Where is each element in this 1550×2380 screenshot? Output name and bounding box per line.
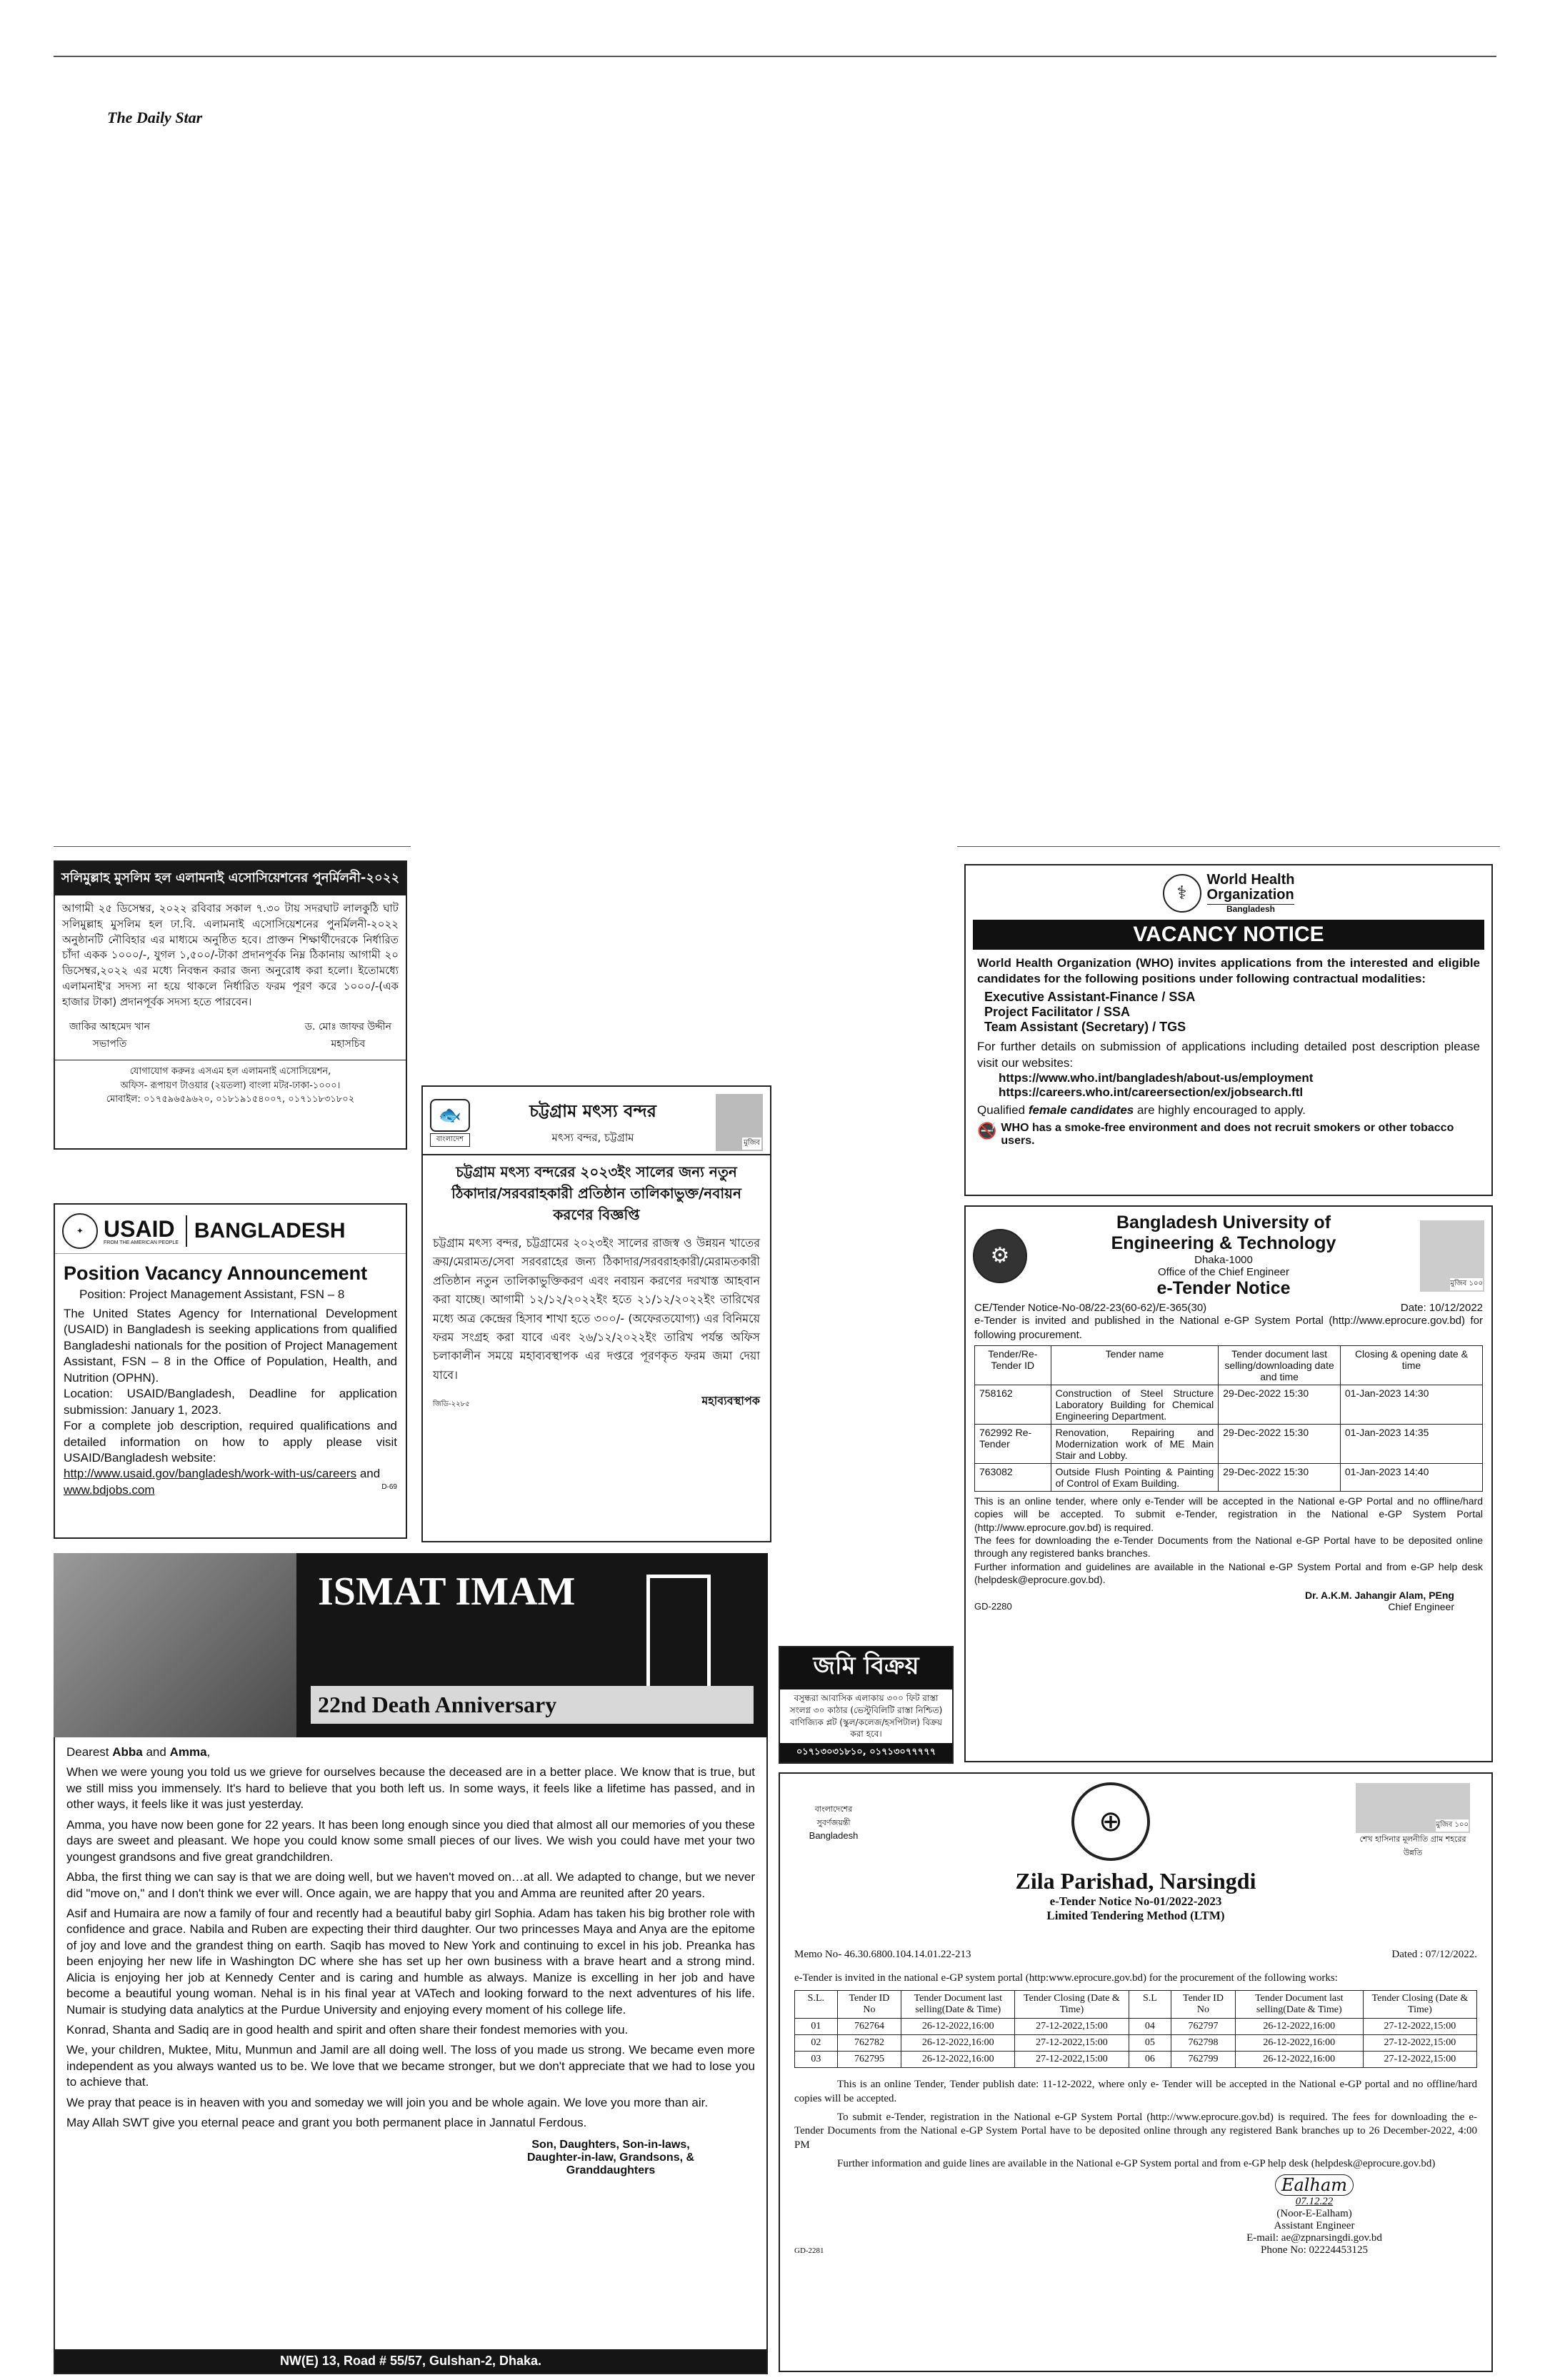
usaid-header — [55, 1205, 406, 1254]
who-country: Bangladesh — [1207, 904, 1295, 914]
left-bottom-rule — [54, 846, 411, 847]
table-cell: 03 — [795, 2052, 838, 2068]
memorial-name: ISMAT IMAM — [318, 1570, 576, 1614]
buet-ad — [964, 1205, 1493, 1762]
usaid-and: and — [359, 1467, 381, 1481]
zila-title: Zila Parishad, Narsingdi — [1015, 1868, 1256, 1894]
buet-note-3: Further information and guidelines are available in the National e-GP System Portal and from e-GP help desk (helpdesk@eprocure.gov.bd). — [974, 1560, 1483, 1586]
zila-portrait: মুজিব ১০০ — [1356, 1783, 1470, 1833]
right-bottom-rule — [957, 846, 1500, 847]
usaid-country: BANGLADESH — [194, 1219, 346, 1242]
table-cell: 762992 Re-Tender — [975, 1424, 1051, 1463]
table-cell: 27-12-2022,15:00 — [1363, 2035, 1476, 2052]
table-cell: 762799 — [1171, 2052, 1236, 2068]
zila-dated: Dated : 07/12/2022. — [1391, 1949, 1477, 1960]
memorial-para: Asif and Humaira are now a family of four and recently had a beautiful baby girl Sophia. Adam has taken his big brother role with confidence and grace. Nabila and Ruben are expecting their third daughter. Our two princesses Maya and Anya are the epitome of joy and love and the grandest thing on earth. Saqib has moved to New York and continuing to excel in his job. Preanka has been enjoying her new life in Washington DC where she has set up her own business with a brave heart and a strong mind. Alicia is enjoying her job at Kennedy Center and is caring and humble as always. Manize is excelling in her job and have become a beautiful young woman. Nehal is in his final year at VATech and looking forward to the next adventures of his life. Numair is studying data analytics at the Purdue University and enjoying every moment of his college life. — [66, 1906, 755, 2017]
port-code: জিডি-২২৮৫ — [433, 1400, 470, 1409]
land-sale-ad — [779, 1646, 954, 1764]
fish-logo-icon: 🐟 — [430, 1099, 470, 1132]
table-header: Tender name — [1051, 1345, 1219, 1385]
usaid-seal-icon: ✦ — [62, 1213, 98, 1249]
table-cell: 763082 — [975, 1463, 1051, 1491]
alumni-contact-2: অফিস- রূপায়ণ টাওয়ার (২য়তলা) বাংলা মটর-ঢাকা-১০০০। — [120, 1080, 341, 1091]
buet-photo-caption: মুজিব ১০০ — [1450, 1278, 1483, 1290]
memorial-para: We pray that peace is in heaven with you and someday we will join you and be whole again. We love you more than air. — [66, 2095, 709, 2109]
zila-sign-name: (Noor-E-Ealham) — [1276, 2207, 1352, 2219]
table-header: S.L. — [795, 1991, 838, 2019]
buet-note-2: The fees for downloading the e-Tender Documents from the National e-GP Portal have to be deposited online through any registered banks branches. — [974, 1535, 1483, 1560]
who-details: For further details on submission of applications including detailed post description please visit our websites: — [977, 1040, 1480, 1070]
port-title: চট্টগ্রাম মৎস্য বন্দর — [529, 1100, 656, 1121]
zila-sig-date: 07.12.22 — [1295, 2195, 1334, 2207]
port-subtitle: মৎস্য বন্দর, চট্টগ্রাম — [551, 1130, 634, 1144]
buet-office: Office of the Chief Engineer — [1158, 1266, 1289, 1278]
memorial-photo — [54, 1553, 296, 1737]
zila-signature-block — [1151, 2174, 1477, 2256]
table-cell: 29-Dec-2022 15:30 — [1219, 1385, 1341, 1424]
who-org-line2: Organization — [1206, 887, 1294, 903]
table-row — [975, 1463, 1483, 1491]
who-positions — [984, 990, 1480, 1035]
who-url-1[interactable]: https://www.who.int/bangladesh/about-us/employment — [999, 1071, 1314, 1085]
memorial-sign: Son, Daughters, Son-in-laws, Daughter-in-law, Grandsons, & Granddaughters — [526, 2138, 695, 2176]
who-logo — [966, 865, 1491, 917]
usaid-ad — [54, 1203, 407, 1539]
memorial-para: Amma, you have now been gone for 22 years. It has been long enough since you died that almost all our memories of you these days are sweet and pleasant. We hope you could know some small pieces of our lives. We wish you could have met your two youngest grandsons and five great grandchildren. — [66, 1817, 755, 1864]
table-cell: Construction of Steel Structure Laboratory Building for Chemical Engineering Department. — [1051, 1385, 1219, 1424]
table-cell: 01-Jan-2023 14:30 — [1340, 1385, 1482, 1424]
who-emblem-icon: ⚕ — [1163, 874, 1201, 913]
table-cell: 01-Jan-2023 14:35 — [1340, 1424, 1482, 1463]
memorial-para: Konrad, Shanta and Sadiq are in good health and spirit and often share their fondest memories with you. — [66, 2023, 629, 2037]
table-cell: 02 — [795, 2035, 838, 2052]
buet-intro: e-Tender is invited and published in the National e-GP System Portal (http://www.eprocure.gov.bd) for following procurement. — [974, 1315, 1483, 1341]
usaid-bdjobs-link[interactable]: www.bdjobs.com — [64, 1482, 155, 1497]
zila-ad — [779, 1772, 1493, 2372]
abba: Abba — [112, 1745, 143, 1759]
memorial-greeting: Dearest Abba and Amma, — [66, 1745, 211, 1759]
alumni-body: আগামী ২৫ ডিসেম্বর, ২০২২ রবিবার সকাল ৭.৩০ টায় সদরঘাট লালকুঠি ঘাট সলিমুল্লাহ মুসলিম হল ঢা.বি. এলামনাই এসোসিয়েশনের পুনর্মিলনী-২০২২ অনুষ্ঠানটি নৌবিহার এর মাধ্যমে অনুষ্ঠিত হবে। প্রাক্তন শিক্ষার্থীদেরকে নির্ধারিত চাঁদা একক ১০০০/-, যুগল ১,৫০০/-টাকা প্রদানপূর্বক নিম্ন ঠিকানায় আগামী ২০ ডিসেম্বর,২০২২ এর মধ্যে নিবন্ধন করার জন্য অনুরোধ করা হলো। ইতোমধ্যে এলামনাই'র সদস্য না হয়ে থাকলে নির্ধারিত ফরম পূরণ করে ১০০০/-(এক হাজার টাকা) প্রদানপূর্বক সদস্য হতে পারবেন। — [62, 902, 399, 1008]
table-cell: Outside Flush Pointing & Painting of Control of Exam Building. — [1051, 1463, 1219, 1491]
table-cell: 27-12-2022,15:00 — [1015, 2035, 1129, 2052]
table-header-row — [795, 1991, 1477, 2019]
who-position-2: Project Facilitator / SSA — [984, 1005, 1131, 1020]
table-header: Tender document last selling/downloading date and time — [1219, 1345, 1341, 1385]
table-cell: 04 — [1129, 2019, 1171, 2035]
who-female: Qualified female candidates are highly encouraged to apply. — [977, 1103, 1306, 1118]
table-cell: 27-12-2022,15:00 — [1015, 2019, 1129, 2035]
port-header — [423, 1087, 770, 1154]
table-header: Tender Document last selling(Date & Time) — [1235, 1991, 1363, 2019]
table-cell: 27-12-2022,15:00 — [1015, 2052, 1129, 2068]
usaid-position: Position: Project Management Assistant, FSN – 8 — [79, 1287, 345, 1301]
masthead: The Daily Star — [107, 109, 203, 126]
alumni-ad — [54, 860, 407, 1150]
usaid-title: Position Vacancy Announcement — [64, 1262, 368, 1284]
alumni-sign2-role: মহাসচিব — [331, 1038, 366, 1050]
zila-sub1: e-Tender Notice No-01/2022-2023 — [1049, 1894, 1222, 1908]
memorial-header — [54, 1553, 768, 1737]
who-url-2[interactable]: https://careers.who.int/careersection/ex/jobsearch.ftl — [999, 1085, 1304, 1100]
table-cell: 762795 — [837, 2052, 901, 2068]
memorial-address: NW(E) 13, Road # 55/57, Gulshan-2, Dhaka. — [55, 2349, 766, 2373]
table-cell: 762782 — [837, 2035, 901, 2052]
buet-ref: CE/Tender Notice-No-08/22-23(60-62)/E-365(30) — [974, 1302, 1207, 1314]
table-header: Closing & opening date & time — [1340, 1345, 1482, 1385]
table-cell: 26-12-2022,16:00 — [1235, 2035, 1363, 2052]
table-cell: 01-Jan-2023 14:40 — [1340, 1463, 1482, 1491]
top-rule — [54, 56, 1496, 57]
zila-memo: Memo No- 46.30.6800.104.14.01.22-213 — [794, 1949, 971, 1960]
table-cell: Renovation, Repairing and Modernization work of ME Main Stair and Lobby. — [1051, 1424, 1219, 1463]
buet-logo-icon: ⚙ — [973, 1229, 1027, 1283]
usaid-careers-link[interactable]: http://www.usaid.gov/bangladesh/work-with-us/careers — [64, 1467, 357, 1481]
land-body: বসুন্ধরা আবাসিক এলাকায় ৩০০ ফিট রাস্তা সংলগ্ন ৩০ কাঠার (ভেস্টুবিলিটি রাস্তা নিশ্চিত) বাণিজ্যিক প্লট (স্কুল/কলেজ/হসপিটাল) বিক্রয় করা হবে। — [789, 1693, 943, 1739]
zila-code: GD-2281 — [794, 2246, 824, 2255]
buet-code: GD-2280 — [974, 1600, 1012, 1612]
table-header: Tender Document last selling(Date & Time) — [901, 1991, 1015, 2019]
alumni-contact-1: যোগাযোগ করুনঃ এসএম হল এলামনাই এসোসিয়েশন, — [129, 1066, 331, 1078]
buet-city: Dhaka-1000 — [1194, 1254, 1253, 1266]
memorial-para: Abba, the first thing we can say is that we are doing well, but we haven't moved on…at all. We adapted to change, but we never did "move on," and I don't think we ever will. Once again, we are happy that you and Amma are reunited after 20 years. — [66, 1870, 755, 1900]
zila-note-1: This is an online Tender, Tender publish date: 11-12-2022, where only e- Tender will be accepted in the National e-GP portal and no offline/hard copies will be accepted. — [794, 2079, 1477, 2104]
usaid-body-2: Location: USAID/Bangladesh, Deadline for application submission: January 1, 2023. — [64, 1387, 397, 1417]
buet-sign-role: Chief Engineer — [1388, 1600, 1454, 1612]
table-row — [975, 1424, 1483, 1463]
usaid-tagline: FROM THE AMERICAN PEOPLE — [104, 1240, 179, 1245]
usaid-body-1: The United States Agency for International Development (USAID) in Bangladesh is seeking applications from qualified Bangladeshi nationals for the position of Project Management Assistant, FSN – 8 in the Office of Population, Health, and Nutrition (OPHN). — [64, 1307, 397, 1385]
zila-phone: Phone No: 02224453125 — [1261, 2244, 1368, 2256]
zila-sub2: Limited Tendering Method (LTM) — [1046, 1909, 1225, 1922]
table-header-row — [975, 1345, 1483, 1385]
zila-note-2: To submit e-Tender, registration in the National e-GP System Portal (http://www.eprocure.gov.bd) is required. The fees for downloading the e-Tender Documents from the National e-GP System Portal have to be deposited online through any registered Bank branches up to 26 December-2022, 4:00 PM — [794, 2111, 1477, 2151]
no-smoking-icon: 🚭 — [977, 1121, 997, 1140]
table-cell: 762764 — [837, 2019, 901, 2035]
usaid-code: D-69 — [381, 1482, 397, 1491]
usaid-body-3: For a complete job description, required qualifications and detailed information on how to apply please visit USAID/Bangladesh website: — [64, 1419, 397, 1465]
port-body: চট্টগ্রাম মৎস্য বন্দর, চট্টগ্রামের ২০২৩ইং সালের রাজস্ব ও উন্নয়ন খাতের ক্রয়/মেরামত/সেবা সরবরাহের জন্য ঠিকাদার/সরবরাহকারী/মেরামতকারী প্রতিষ্ঠান নতুন তালিকাভুক্তিকরণ এবং নবায়ন করণের দরখাস্ত আহবান করা যাচ্ছে। আগামী ১২/১২/২০২২ইং হতে ২১/১২/২০২২ইং তারিখের মধ্যে অত্র কেন্দ্রের হিসাব শাখা হতে ৩০০/- (অফেরতযোগ্য) এর বিনিময়ে ফরম সংগ্রহ করা যাবে এবং ২৬/১২/২০২২ইং তারিখ পর্যন্ত অফিস চলাকালীন সময়ে মহাব্যবস্থাপক এর দপ্তরে পূরণকৃত ফরম জমা দেয়া যাবে। — [433, 1236, 760, 1382]
alumni-sign2-name: ড. মোঃ জাফর উদ্দীন — [304, 1021, 391, 1033]
zila-sign-role: Assistant Engineer — [1274, 2219, 1355, 2231]
zila-tender-table — [794, 1990, 1477, 2068]
port-portrait — [716, 1094, 763, 1151]
memorial-para: We, your children, Muktee, Mitu, Munmun and Jamil are all doing well. The loss of you made us strong. We became even more independent as you always wanted us to be. We love that we became stronger, but we don't appreciate that we had to lose you to achieve that. — [66, 2043, 755, 2089]
table-header: Tender Closing (Date & Time) — [1015, 1991, 1129, 2019]
port-sign: মহাব্যবস্থাপক — [701, 1394, 760, 1408]
zila-photo-caption: শেখ হাসিনার মূলনীতি গ্রাম শহরের উন্নতি — [1359, 1834, 1466, 1857]
table-cell: 29-Dec-2022 15:30 — [1219, 1463, 1341, 1491]
alumni-sign1-name: জাকির আহমেদ খান — [69, 1021, 151, 1033]
memorial-anniversary: 22nd Death Anniversary — [311, 1686, 754, 1724]
table-row — [795, 2019, 1477, 2035]
buet-name-line1: Bangladesh University of — [1116, 1212, 1331, 1232]
table-row — [795, 2035, 1477, 2052]
port-logo-caption: বাংলাদেশ — [430, 1133, 470, 1147]
buet-name-line2: Engineering & Technology — [1111, 1233, 1336, 1253]
zila-logos — [780, 1774, 1491, 1861]
who-title: VACANCY NOTICE — [973, 920, 1484, 950]
table-cell: 26-12-2022,16:00 — [1235, 2019, 1363, 2035]
table-cell: 27-12-2022,15:00 — [1363, 2019, 1476, 2035]
memorial-para: When we were young you told us we grieve for ourselves because the deceased are in a better place. We know that is true, but we still miss you immensely. It's hard to believe that you both left us. In some ways, it feels like a lifetime has passed, and in other ways, it feels like it was just yesterday. — [66, 1765, 755, 1812]
buet-header — [966, 1207, 1491, 1300]
table-cell: 26-12-2022,16:00 — [901, 2035, 1015, 2052]
who-position-1: Executive Assistant-Finance / SSA — [984, 990, 1196, 1005]
table-row — [975, 1385, 1483, 1424]
table-header: Tender Closing (Date & Time) — [1363, 1991, 1476, 2019]
table-cell: 762797 — [1171, 2019, 1236, 2035]
buet-portrait — [1420, 1220, 1484, 1292]
land-phone: ০১৭১৩০৩১৮১০, ০১৭১৩০৭৭৭৭৭ — [780, 1743, 952, 1762]
who-intro: World Health Organization (WHO) invites applications from the interested and eligible candidates for the following positions under following contractual modalities: — [977, 955, 1480, 986]
land-title: জমি বিক্রয় — [780, 1647, 952, 1689]
alumni-signatures — [55, 1015, 406, 1053]
alumni-contact-3: মোবাইল: ০১৭৫৯৬৫৯৬২০, ০১৮১৯১৫৪০০৭, ০১৭১১৮৩১৮০২ — [106, 1094, 355, 1105]
alumni-title: সলিমুল্লাহ মুসলিম হল এলামনাই এসোসিয়েশনের পুনর্মিলনী-২০২২ — [55, 862, 406, 895]
port-heading: চট্টগ্রাম মৎস্য বন্দরের ২০২৩ইং সালের জন্য নতুন ঠিকাদার/সরবরাহকারী প্রতিষ্ঠান তালিকাভুক্ত/নবায়ন করণের বিজ্ঞপ্তি — [423, 1154, 770, 1231]
who-smoke: WHO has a smoke-free environment and does not recruit smokers or other tobacco users. — [1001, 1121, 1454, 1147]
table-header: Tender ID No — [837, 1991, 901, 2019]
bookmark-ribbon-icon — [646, 1575, 711, 1689]
table-cell: 762798 — [1171, 2035, 1236, 2052]
table-header: Tender ID No — [1171, 1991, 1236, 2019]
memorial-para: May Allah SWT give you eternal peace and grant you both permanent place in Jannatul Ferdous. — [66, 2116, 587, 2130]
table-cell: 01 — [795, 2019, 838, 2035]
buet-tender-table — [974, 1345, 1483, 1492]
table-cell: 06 — [1129, 2052, 1171, 2068]
table-cell: 29-Dec-2022 15:30 — [1219, 1424, 1341, 1463]
table-cell: 26-12-2022,16:00 — [901, 2019, 1015, 2035]
table-cell: 26-12-2022,16:00 — [1235, 2052, 1363, 2068]
buet-sign-name: Dr. A.K.M. Jahangir Alam, PEng — [1304, 1589, 1454, 1601]
zila-email: E-mail: ae@zpnarsingdi.gov.bd — [1246, 2231, 1382, 2244]
who-female-em: female candidates — [1028, 1103, 1134, 1118]
who-position-3: Team Assistant (Secretary) / TGS — [984, 1020, 1186, 1035]
port-photo-caption: মুজিব — [742, 1138, 761, 1150]
table-cell: 05 — [1129, 2035, 1171, 2052]
ismat-memorial — [54, 1553, 768, 2374]
table-cell: 758162 — [975, 1385, 1051, 1424]
table-header: S.L — [1129, 1991, 1171, 2019]
who-org-line1: World Health — [1206, 872, 1295, 888]
zila-note-3: Further information and guide lines are available in the National e-GP System portal and from e-GP help desk (helpdesk@eprocure.gov.bd) — [837, 2157, 1436, 2169]
table-cell: 26-12-2022,16:00 — [901, 2052, 1015, 2068]
zila-intro: e-Tender is invited in the national e-GP system portal (http:www.eprocure.gov.bd) for the procurement of the following works: — [794, 1972, 1338, 1984]
buet-date: Date: 10/12/2022 — [1400, 1302, 1483, 1314]
zila-parishad-seal-icon: ⊕ — [1071, 1782, 1150, 1861]
fish-port-ad — [421, 1085, 771, 1542]
table-header: Tender/Re-Tender ID — [975, 1345, 1051, 1385]
buet-title: e-Tender Notice — [1156, 1278, 1291, 1298]
table-row — [795, 2052, 1477, 2068]
golden-jubilee-logo: বাংলাদেশের সুবর্ণজয়ন্তী Bangladesh — [809, 1804, 859, 1841]
zila-signature: Ealham — [1275, 2174, 1354, 2196]
table-cell: 27-12-2022,15:00 — [1363, 2052, 1476, 2068]
usaid-logo-text: USAID — [104, 1215, 175, 1242]
buet-note-1: This is an online tender, where only e-Tender will be accepted in the National e-GP Portal and no offline/hard copies will be accepted. To submit e-Tender, registration in the National e-GP System Portal (http://www.eprocure.gov.bd) is required. — [974, 1495, 1483, 1533]
alumni-contact — [55, 1060, 406, 1107]
alumni-sign1-role: সভাপতি — [92, 1038, 127, 1050]
who-ad — [964, 864, 1493, 1196]
amma: Amma — [169, 1745, 207, 1759]
